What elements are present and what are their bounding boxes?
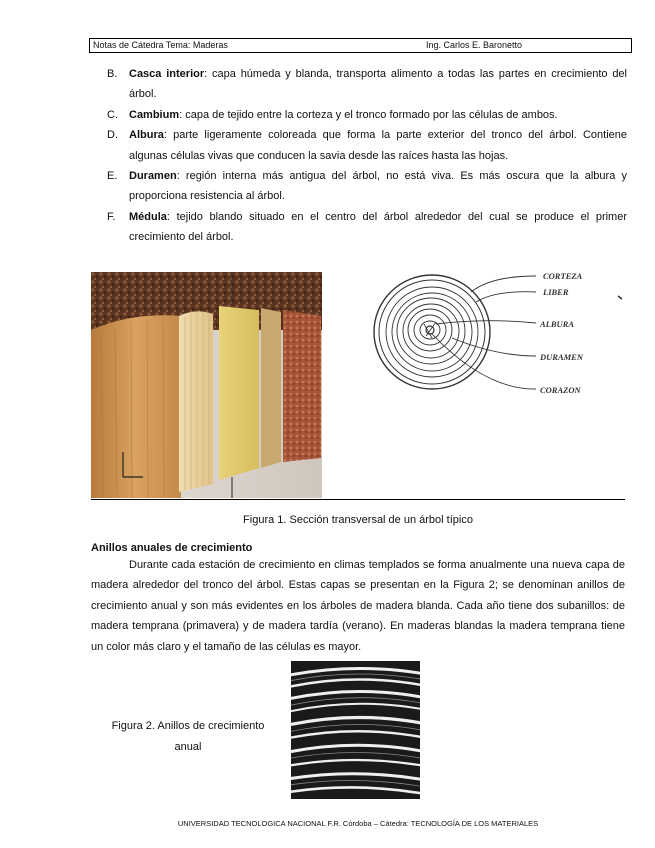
section-paragraph: Durante cada estación de crecimiento en climas templados se forma anualmente una nueva capa de madera alrededor del tronco del árbol. Estas capas se presentan en la Figura 2; se denominan anillos de crecimiento anual y son más evidentes en los árboles de madera blanda. Cada año tiene dos subanillos: de madera temprana (primavera) y de madera tardía (verano). En maderas blandas la madera temprana tiene un color más claro y el tamaño de las células es mayor. (91, 559, 625, 653)
term: Albura (129, 129, 164, 142)
section-title: Anillos anuales de crecimiento (91, 542, 253, 554)
figure-2-caption: Figura 2. Anillos de crecimiento anual (111, 720, 265, 753)
page-footer: UNIVERSIDAD TECNOLOGICA NACIONAL F.R. Córdoba – Cátedra: TECNOLOGÍA DE LOS MATERIALES (177, 819, 539, 828)
figure-divider (91, 499, 625, 500)
term: Médula (129, 210, 167, 223)
liber-ring (379, 280, 485, 384)
page-header (89, 38, 632, 53)
figure-1-caption: Figura 1. Sección transversal de un árbol típico (243, 514, 473, 526)
label-duramen: DURAMEN (540, 352, 583, 362)
header-course: Notas de Cátedra Tema: Maderas (93, 40, 228, 50)
label-corteza: CORTEZA (543, 271, 583, 281)
list-item: E. Duramen: región interna más antigua del árbol, no está viva. Es más oscura que la albura y proporciona resistencia al árbol. (107, 170, 627, 203)
trunk-layers-illustration (91, 272, 322, 498)
header-author: Ing. Carlos E. Baronetto (426, 40, 523, 50)
cross-section-diagram (366, 268, 628, 412)
term: Cambium (129, 108, 180, 121)
list-item: D. Albura: parte ligeramente coloreada que forma la parte exterior del tronco del árbol. Contiene algunas células vivas que conducen la savia desde las raíces hasta las hojas. (107, 129, 627, 162)
list-item: F. Médula: tejido blando situado en el centro del árbol alrededor del cual se produce el primer crecimiento del árbol. (107, 210, 627, 244)
definition-list (107, 64, 627, 248)
term: Casca interior (129, 68, 205, 80)
list-item: B. Casca interior: capa húmeda y blanda, transporta alimento a todas las partes en crecimiento del árbol. (107, 68, 627, 101)
term: Duramen (129, 170, 177, 183)
growth-rings-image (291, 661, 420, 799)
list-item: C. Cambium: capa de tejido entre la corteza y el tronco formado por las células de ambos. (107, 108, 558, 121)
label-corazon: CORAZON (540, 385, 581, 395)
label-liber: LIBER (543, 287, 569, 297)
corteza-ring (374, 275, 490, 389)
label-albura: ALBURA (540, 319, 575, 329)
